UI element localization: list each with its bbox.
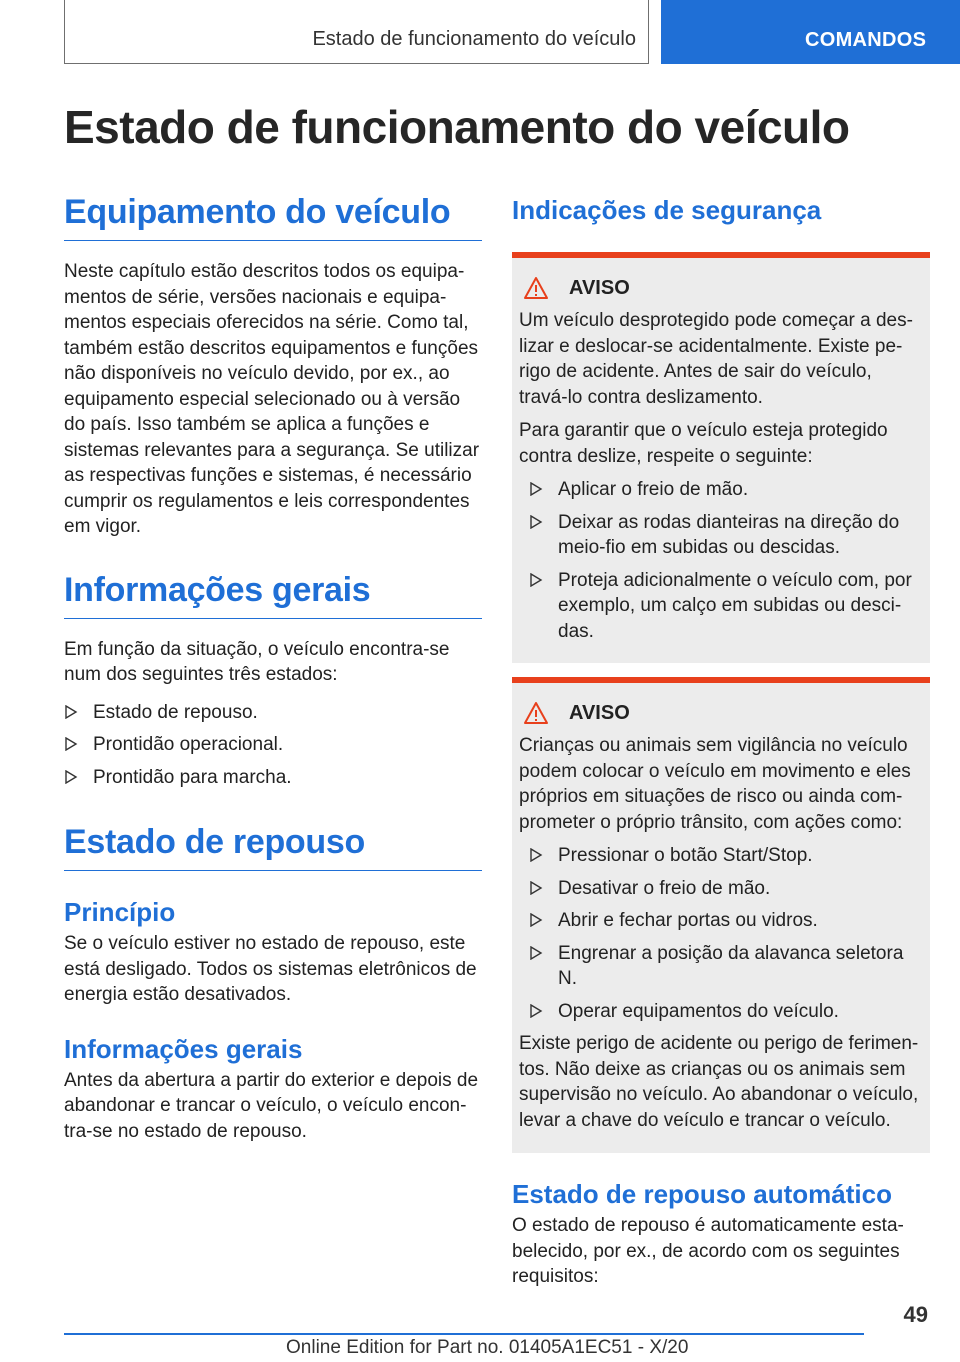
warning-header (519, 276, 923, 300)
list-item (529, 477, 923, 503)
list-item (529, 941, 923, 992)
warning-text: Crianças ou animais sem vigilância no veículo podem colocar o veículo em movimento e eles próprios em situações de risco ou ainda comprometer o próprio trânsito, com ações como: (519, 735, 911, 833)
header-chapter-tab[interactable] (661, 0, 960, 64)
warning-triangle-icon (523, 276, 549, 300)
rest-general-paragraph: Antes da abertura a partir do exterior e depois de abandonar e trancar o veículo, o veículo encontra-se no estado de repouso. (64, 1069, 479, 1142)
list-item-text: Deixar as rodas dianteiras na direção do meio-fio em subidas ou descidas. (558, 511, 900, 558)
page-number: 49 (903, 1302, 928, 1327)
footer-edition: Online Edition for Part no. 01405A1EC51 - X/20 (286, 1337, 689, 1358)
triangle-right-icon (529, 946, 543, 960)
triangle-right-icon (529, 881, 543, 895)
footer-divider (64, 1333, 864, 1335)
list-item-text: Engrenar a posição da alavanca seletora N. (558, 942, 904, 989)
states-list (64, 700, 482, 791)
warning-box (512, 252, 930, 663)
header-section-title: Estado de funcionamento do veículo (312, 28, 636, 50)
list-item (529, 876, 923, 902)
triangle-right-icon (529, 913, 543, 927)
list-item-text: Desativar o freio de mão. (558, 877, 771, 899)
list-item-text: Estado de repouso. (93, 701, 258, 723)
warning-text: Existe perigo de acidente ou perigo de ferimentos. Não deixe as crianças ou os animais sem supervisão no veículo. Ao abandonar o veículo, levar a chave do veículo e trancar o veículo. (519, 1033, 919, 1131)
list-item-text: Prontidão operacional. (93, 734, 284, 755)
equipment-paragraph: Neste capítulo estão descritos todos os equipamentos de série, versões nacionais e equipamentos especiais oferecidos na série. Como tal, também estão descritos equipamentos e funções não disponíveis no veículo devido, por ex., ao equipamento especial selecionado ou à versão do país. Isso também se aplica a funções e sistemas relevantes para a segurança. Se utilizar as respectivas funções e sistemas, é necessário cumprir os regulamentos e leis correspondentes em vigor. (64, 261, 480, 537)
auto-rest-paragraph: O estado de repouso é automaticamente estabelecido, por ex., de acordo com os seguintes requisitos: (512, 1215, 904, 1287)
list-item (529, 568, 923, 645)
header-section-box (64, 0, 649, 64)
list-item (529, 999, 923, 1025)
triangle-right-icon (529, 1004, 543, 1018)
general-info-paragraph: Em função da situação, o veículo encontra-se num dos seguintes três estados: (64, 638, 450, 685)
list-item (529, 510, 923, 561)
triangle-right-icon (64, 737, 78, 751)
warning-title: AVISO (569, 276, 630, 299)
list-item (64, 700, 482, 726)
warning-title: AVISO (569, 701, 630, 724)
list-item (64, 765, 482, 791)
triangle-right-icon (529, 848, 543, 862)
safety-heading: Indicações de segurança (512, 195, 822, 225)
list-item-text: Aplicar o freio de mão. (558, 479, 749, 500)
warning-text: Para garantir que o veículo esteja protegido contra deslize, respeite o seguinte: (519, 420, 888, 467)
warning-list (519, 843, 923, 1024)
warning-triangle-icon (523, 701, 549, 725)
list-item-text: Proteja adicionalmente o veículo com, por exemplo, um calço em subidas ou descidas. (558, 569, 912, 642)
equipment-heading: Equipamento do veículo (64, 190, 482, 241)
auto-rest-heading: Estado de repouso automático (512, 1179, 892, 1209)
list-item-text: Pressionar o botão Start/Stop. (558, 845, 813, 866)
rest-state-heading: Estado de repouso (64, 820, 482, 871)
list-item-text: Operar equipamentos do veículo. (558, 1000, 839, 1022)
triangle-right-icon (529, 515, 543, 529)
warning-header (519, 701, 923, 725)
triangle-right-icon (529, 573, 543, 587)
left-column (64, 190, 482, 1156)
triangle-right-icon (64, 770, 78, 784)
list-item (64, 732, 482, 758)
right-column (512, 190, 930, 1302)
principle-paragraph: Se o veículo estiver no estado de repouso, este está desligado. Todos os sistemas eletrônicos de energia estão desativados. (64, 933, 477, 1005)
principle-heading: Princípio (64, 897, 176, 927)
list-item-text: Prontidão para marcha. (93, 766, 292, 788)
page-title: Estado de funcionamento do veículo (64, 101, 850, 153)
list-item (529, 908, 923, 934)
general-info-heading: Informações gerais (64, 568, 482, 619)
header-chapter-title: COMANDOS (805, 29, 927, 51)
triangle-right-icon (529, 482, 543, 496)
rest-general-heading: Informações gerais (64, 1033, 303, 1064)
list-item (529, 843, 923, 869)
warning-box (512, 677, 930, 1153)
warning-text: Um veículo desprotegido pode começar a deslizar e deslocar-se acidentalmente. Existe perigo de acidente. Antes de sair do veículo, travá-lo contra deslizamento. (519, 310, 913, 408)
warning-list (519, 477, 923, 644)
triangle-right-icon (64, 705, 78, 719)
list-item-text: Abrir e fechar portas ou vidros. (558, 910, 818, 931)
